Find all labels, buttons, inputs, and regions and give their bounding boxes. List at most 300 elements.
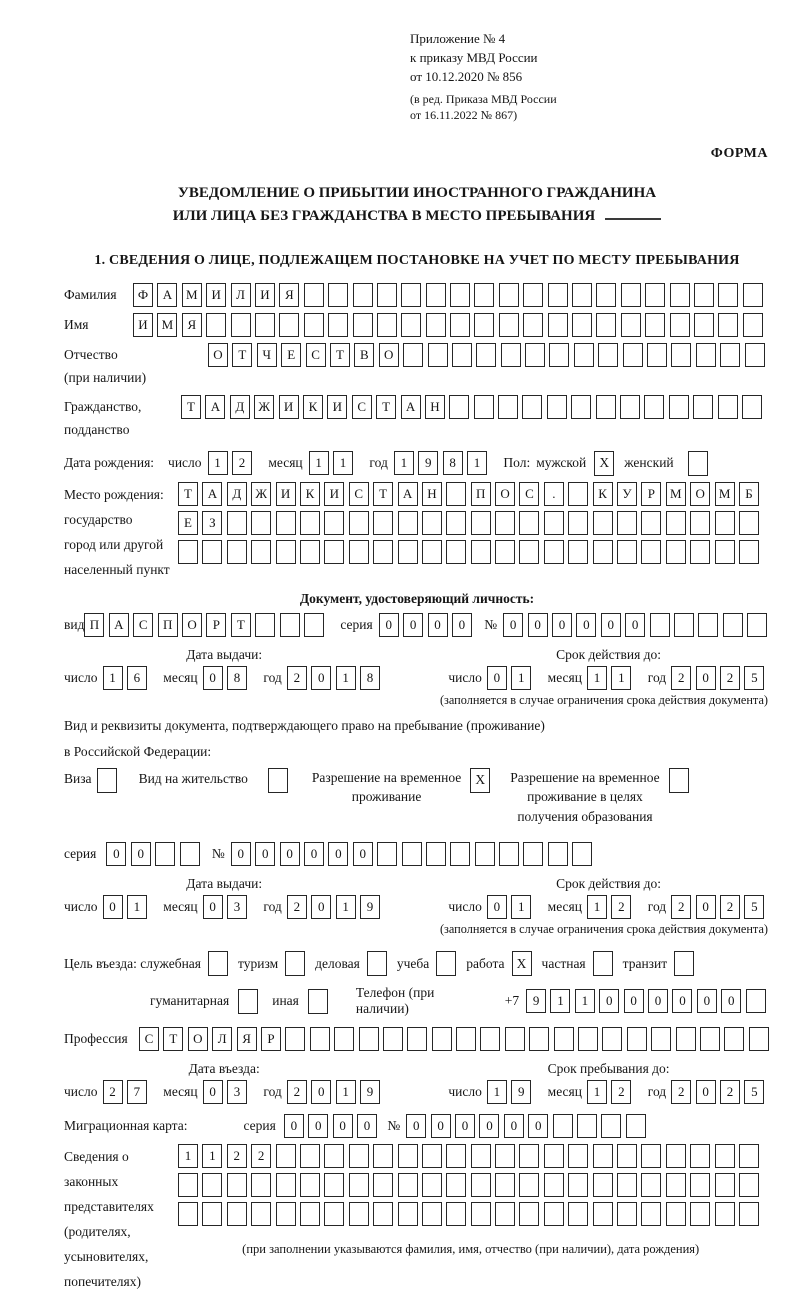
char-cell[interactable] [498,395,518,419]
char-cell[interactable] [276,1173,296,1197]
char-cell[interactable]: М [715,482,735,506]
char-cell[interactable] [739,1202,759,1226]
residence-permit-checkbox[interactable] [268,768,288,793]
char-cell[interactable]: 9 [511,1080,531,1104]
char-cell[interactable]: 0 [203,666,223,690]
char-cell[interactable] [202,540,222,564]
char-cell[interactable]: 1 [587,895,607,919]
char-cell[interactable]: 0 [487,666,507,690]
char-cell[interactable] [690,511,710,535]
char-cell[interactable] [501,343,521,367]
char-cell[interactable] [328,283,348,307]
char-cell[interactable] [724,1027,744,1051]
char-cell[interactable] [422,1173,442,1197]
char-cell[interactable] [446,1173,466,1197]
char-cell[interactable]: Т [231,613,251,637]
char-cell[interactable]: 0 [648,989,668,1013]
char-cell[interactable] [446,1144,466,1168]
char-cell[interactable] [324,540,344,564]
char-cell[interactable]: 1 [587,666,607,690]
char-cell[interactable]: А [202,482,222,506]
char-cell[interactable] [523,283,543,307]
char-cell[interactable] [690,540,710,564]
char-cell[interactable]: 5 [744,666,764,690]
char-cell[interactable]: 0 [624,989,644,1013]
char-cell[interactable] [251,540,271,564]
char-cell[interactable]: П [158,613,178,637]
char-cell[interactable] [617,1144,637,1168]
char-cell[interactable] [407,1027,427,1051]
char-cell[interactable] [279,313,299,337]
char-cell[interactable]: Ж [254,395,274,419]
char-cell[interactable]: 1 [336,1080,356,1104]
char-cell[interactable]: 0 [503,613,523,637]
char-cell[interactable] [480,1027,500,1051]
char-cell[interactable] [446,540,466,564]
char-cell[interactable] [428,343,448,367]
char-cell[interactable]: Т [178,482,198,506]
char-cell[interactable] [155,842,175,866]
char-cell[interactable] [304,613,324,637]
char-cell[interactable] [746,989,766,1013]
char-cell[interactable] [671,343,691,367]
purpose-humanitarian-checkbox[interactable] [238,989,258,1014]
char-cell[interactable] [641,1202,661,1226]
char-cell[interactable] [402,842,422,866]
char-cell[interactable]: 0 [696,666,716,690]
char-cell[interactable] [690,1144,710,1168]
char-cell[interactable] [276,540,296,564]
char-cell[interactable] [739,1144,759,1168]
char-cell[interactable] [529,1027,549,1051]
char-cell[interactable]: 1 [208,451,228,475]
char-cell[interactable] [651,1027,671,1051]
char-cell[interactable] [666,540,686,564]
char-cell[interactable] [568,1173,588,1197]
char-cell[interactable] [251,511,271,535]
char-cell[interactable] [627,1027,647,1051]
char-cell[interactable] [666,1144,686,1168]
char-cell[interactable]: 0 [403,613,423,637]
char-cell[interactable]: К [303,395,323,419]
char-cell[interactable]: 0 [103,895,123,919]
char-cell[interactable]: 1 [511,666,531,690]
char-cell[interactable] [255,613,275,637]
purpose-study-checkbox[interactable] [436,951,456,976]
char-cell[interactable]: Н [425,395,445,419]
char-cell[interactable] [231,313,251,337]
temp-permit-checkbox[interactable]: X [470,768,490,793]
char-cell[interactable]: А [398,482,418,506]
char-cell[interactable] [401,313,421,337]
char-cell[interactable] [715,1173,735,1197]
char-cell[interactable] [178,540,198,564]
char-cell[interactable] [548,842,568,866]
char-cell[interactable] [202,1173,222,1197]
char-cell[interactable] [383,1027,403,1051]
char-cell[interactable] [255,313,275,337]
char-cell[interactable] [715,540,735,564]
char-cell[interactable] [572,283,592,307]
char-cell[interactable]: О [495,482,515,506]
char-cell[interactable] [349,540,369,564]
char-cell[interactable] [398,1202,418,1226]
char-cell[interactable] [304,283,324,307]
char-cell[interactable] [674,613,694,637]
char-cell[interactable] [698,613,718,637]
char-cell[interactable] [548,313,568,337]
char-cell[interactable]: Т [373,482,393,506]
char-cell[interactable] [715,1202,735,1226]
char-cell[interactable] [578,1027,598,1051]
char-cell[interactable]: 0 [599,989,619,1013]
char-cell[interactable] [548,283,568,307]
char-cell[interactable] [641,540,661,564]
char-cell[interactable]: 7 [127,1080,147,1104]
char-cell[interactable]: 0 [231,842,251,866]
char-cell[interactable]: 0 [452,613,472,637]
purpose-work-checkbox[interactable]: X [512,951,532,976]
char-cell[interactable] [471,1173,491,1197]
char-cell[interactable]: 2 [671,666,691,690]
char-cell[interactable]: 2 [720,895,740,919]
char-cell[interactable]: И [279,395,299,419]
char-cell[interactable]: 5 [744,895,764,919]
char-cell[interactable] [505,1027,525,1051]
char-cell[interactable] [523,313,543,337]
char-cell[interactable]: 2 [720,1080,740,1104]
char-cell[interactable] [202,1202,222,1226]
char-cell[interactable] [495,540,515,564]
purpose-business-checkbox[interactable] [367,951,387,976]
char-cell[interactable]: 1 [202,1144,222,1168]
char-cell[interactable] [398,1144,418,1168]
char-cell[interactable]: Р [641,482,661,506]
char-cell[interactable] [544,1202,564,1226]
char-cell[interactable] [398,1173,418,1197]
char-cell[interactable] [300,1202,320,1226]
char-cell[interactable] [694,313,714,337]
char-cell[interactable] [641,511,661,535]
char-cell[interactable] [601,1114,621,1138]
char-cell[interactable] [739,540,759,564]
char-cell[interactable] [596,313,616,337]
char-cell[interactable]: 0 [284,1114,304,1138]
char-cell[interactable] [353,313,373,337]
char-cell[interactable]: 0 [353,842,373,866]
char-cell[interactable] [617,540,637,564]
char-cell[interactable]: В [354,343,374,367]
char-cell[interactable]: 0 [406,1114,426,1138]
char-cell[interactable]: К [593,482,613,506]
char-cell[interactable] [403,343,423,367]
char-cell[interactable]: Я [237,1027,257,1051]
char-cell[interactable]: О [188,1027,208,1051]
char-cell[interactable] [449,395,469,419]
char-cell[interactable] [620,395,640,419]
char-cell[interactable] [568,482,588,506]
char-cell[interactable] [446,482,466,506]
char-cell[interactable] [251,1202,271,1226]
char-cell[interactable] [647,343,667,367]
char-cell[interactable]: 0 [328,842,348,866]
char-cell[interactable] [426,842,446,866]
char-cell[interactable] [349,1173,369,1197]
char-cell[interactable] [432,1027,452,1051]
char-cell[interactable]: Л [212,1027,232,1051]
char-cell[interactable] [471,1144,491,1168]
female-checkbox[interactable] [688,451,708,476]
char-cell[interactable] [596,395,616,419]
purpose-other-checkbox[interactable] [308,989,328,1014]
char-cell[interactable] [499,842,519,866]
char-cell[interactable] [276,1144,296,1168]
char-cell[interactable] [398,540,418,564]
char-cell[interactable] [398,511,418,535]
char-cell[interactable] [544,1144,564,1168]
char-cell[interactable] [549,343,569,367]
char-cell[interactable] [568,511,588,535]
char-cell[interactable] [644,395,664,419]
char-cell[interactable] [373,511,393,535]
char-cell[interactable]: 0 [672,989,692,1013]
char-cell[interactable] [456,1027,476,1051]
char-cell[interactable] [742,395,762,419]
char-cell[interactable]: 0 [308,1114,328,1138]
char-cell[interactable] [602,1027,622,1051]
char-cell[interactable] [572,842,592,866]
char-cell[interactable] [499,283,519,307]
char-cell[interactable] [554,1027,574,1051]
char-cell[interactable] [349,1202,369,1226]
char-cell[interactable] [523,842,543,866]
char-cell[interactable] [544,1173,564,1197]
char-cell[interactable]: 1 [336,666,356,690]
char-cell[interactable] [676,1027,696,1051]
char-cell[interactable]: 1 [333,451,353,475]
char-cell[interactable] [373,1173,393,1197]
char-cell[interactable] [495,1144,515,1168]
char-cell[interactable]: 0 [625,613,645,637]
char-cell[interactable] [227,511,247,535]
char-cell[interactable] [519,1173,539,1197]
char-cell[interactable]: Ф [133,283,153,307]
char-cell[interactable] [471,1202,491,1226]
char-cell[interactable] [324,511,344,535]
char-cell[interactable] [519,1202,539,1226]
char-cell[interactable]: Т [232,343,252,367]
char-cell[interactable] [553,1114,573,1138]
char-cell[interactable] [670,313,690,337]
char-cell[interactable]: 0 [696,1080,716,1104]
char-cell[interactable]: О [182,613,202,637]
char-cell[interactable] [373,1202,393,1226]
char-cell[interactable] [617,1173,637,1197]
char-cell[interactable] [373,540,393,564]
char-cell[interactable] [593,1144,613,1168]
char-cell[interactable]: П [84,613,104,637]
char-cell[interactable] [617,1202,637,1226]
char-cell[interactable]: 9 [360,1080,380,1104]
char-cell[interactable] [300,1173,320,1197]
char-cell[interactable]: 0 [255,842,275,866]
char-cell[interactable]: Т [376,395,396,419]
char-cell[interactable]: . [544,482,564,506]
char-cell[interactable]: 1 [487,1080,507,1104]
char-cell[interactable]: 2 [251,1144,271,1168]
char-cell[interactable] [401,283,421,307]
char-cell[interactable]: 8 [227,666,247,690]
char-cell[interactable] [745,343,765,367]
char-cell[interactable] [285,1027,305,1051]
char-cell[interactable]: 1 [394,451,414,475]
char-cell[interactable] [645,283,665,307]
char-cell[interactable]: 9 [360,895,380,919]
char-cell[interactable]: Е [281,343,301,367]
char-cell[interactable] [474,395,494,419]
char-cell[interactable]: 2 [227,1144,247,1168]
char-cell[interactable]: Н [422,482,442,506]
char-cell[interactable] [519,1144,539,1168]
char-cell[interactable] [574,343,594,367]
char-cell[interactable] [324,1144,344,1168]
char-cell[interactable] [475,842,495,866]
char-cell[interactable] [310,1027,330,1051]
char-cell[interactable] [474,313,494,337]
char-cell[interactable]: Е [178,511,198,535]
char-cell[interactable]: 1 [575,989,595,1013]
char-cell[interactable]: И [133,313,153,337]
char-cell[interactable]: 5 [744,1080,764,1104]
char-cell[interactable] [715,1144,735,1168]
char-cell[interactable]: З [202,511,222,535]
char-cell[interactable]: И [276,482,296,506]
char-cell[interactable] [670,283,690,307]
char-cell[interactable]: И [206,283,226,307]
char-cell[interactable]: 2 [287,1080,307,1104]
char-cell[interactable]: 0 [601,613,621,637]
char-cell[interactable]: 0 [333,1114,353,1138]
char-cell[interactable]: Т [163,1027,183,1051]
char-cell[interactable] [519,540,539,564]
char-cell[interactable]: 8 [443,451,463,475]
purpose-tourism-checkbox[interactable] [285,951,305,976]
char-cell[interactable]: 0 [697,989,717,1013]
char-cell[interactable] [276,511,296,535]
char-cell[interactable] [276,1202,296,1226]
char-cell[interactable] [227,1202,247,1226]
char-cell[interactable] [471,540,491,564]
char-cell[interactable] [525,343,545,367]
char-cell[interactable] [693,395,713,419]
char-cell[interactable] [495,1173,515,1197]
char-cell[interactable]: Ж [251,482,271,506]
char-cell[interactable] [669,395,689,419]
char-cell[interactable] [422,511,442,535]
char-cell[interactable] [598,343,618,367]
char-cell[interactable]: 2 [611,895,631,919]
char-cell[interactable] [544,511,564,535]
char-cell[interactable]: И [255,283,275,307]
char-cell[interactable] [743,313,763,337]
char-cell[interactable]: Т [181,395,201,419]
char-cell[interactable]: 1 [127,895,147,919]
male-checkbox[interactable]: X [594,451,614,476]
char-cell[interactable]: 1 [511,895,531,919]
char-cell[interactable]: 0 [455,1114,475,1138]
char-cell[interactable] [251,1173,271,1197]
char-cell[interactable]: Л [231,283,251,307]
char-cell[interactable] [617,511,637,535]
char-cell[interactable]: 1 [467,451,487,475]
char-cell[interactable] [666,1173,686,1197]
char-cell[interactable] [422,1144,442,1168]
char-cell[interactable]: 0 [311,666,331,690]
char-cell[interactable] [723,613,743,637]
char-cell[interactable]: 0 [696,895,716,919]
char-cell[interactable]: 3 [227,895,247,919]
char-cell[interactable] [377,283,397,307]
char-cell[interactable]: 2 [671,1080,691,1104]
char-cell[interactable]: 0 [357,1114,377,1138]
char-cell[interactable]: 0 [311,1080,331,1104]
char-cell[interactable]: О [690,482,710,506]
char-cell[interactable] [747,613,767,637]
char-cell[interactable] [227,540,247,564]
char-cell[interactable]: 8 [360,666,380,690]
char-cell[interactable]: 1 [336,895,356,919]
char-cell[interactable]: 1 [103,666,123,690]
char-cell[interactable]: Р [261,1027,281,1051]
char-cell[interactable] [571,395,591,419]
char-cell[interactable] [446,511,466,535]
char-cell[interactable]: К [300,482,320,506]
temp-permit-edu-checkbox[interactable] [669,768,689,793]
char-cell[interactable] [572,313,592,337]
char-cell[interactable]: 2 [611,1080,631,1104]
char-cell[interactable]: 6 [127,666,147,690]
char-cell[interactable]: С [306,343,326,367]
char-cell[interactable]: Р [206,613,226,637]
char-cell[interactable] [474,283,494,307]
char-cell[interactable] [328,313,348,337]
char-cell[interactable]: И [324,482,344,506]
char-cell[interactable]: Я [279,283,299,307]
char-cell[interactable] [206,313,226,337]
char-cell[interactable]: 9 [418,451,438,475]
purpose-transit-checkbox[interactable] [674,951,694,976]
char-cell[interactable]: 1 [550,989,570,1013]
char-cell[interactable] [743,283,763,307]
char-cell[interactable]: М [157,313,177,337]
char-cell[interactable] [720,343,740,367]
char-cell[interactable] [178,1173,198,1197]
char-cell[interactable]: 3 [227,1080,247,1104]
char-cell[interactable]: П [471,482,491,506]
char-cell[interactable] [499,313,519,337]
char-cell[interactable] [377,313,397,337]
char-cell[interactable]: 0 [504,1114,524,1138]
char-cell[interactable] [544,540,564,564]
char-cell[interactable]: 2 [720,666,740,690]
char-cell[interactable] [349,1144,369,1168]
purpose-official-checkbox[interactable] [208,951,228,976]
char-cell[interactable] [641,1173,661,1197]
char-cell[interactable] [353,283,373,307]
char-cell[interactable]: У [617,482,637,506]
char-cell[interactable] [621,313,641,337]
char-cell[interactable]: 1 [309,451,329,475]
